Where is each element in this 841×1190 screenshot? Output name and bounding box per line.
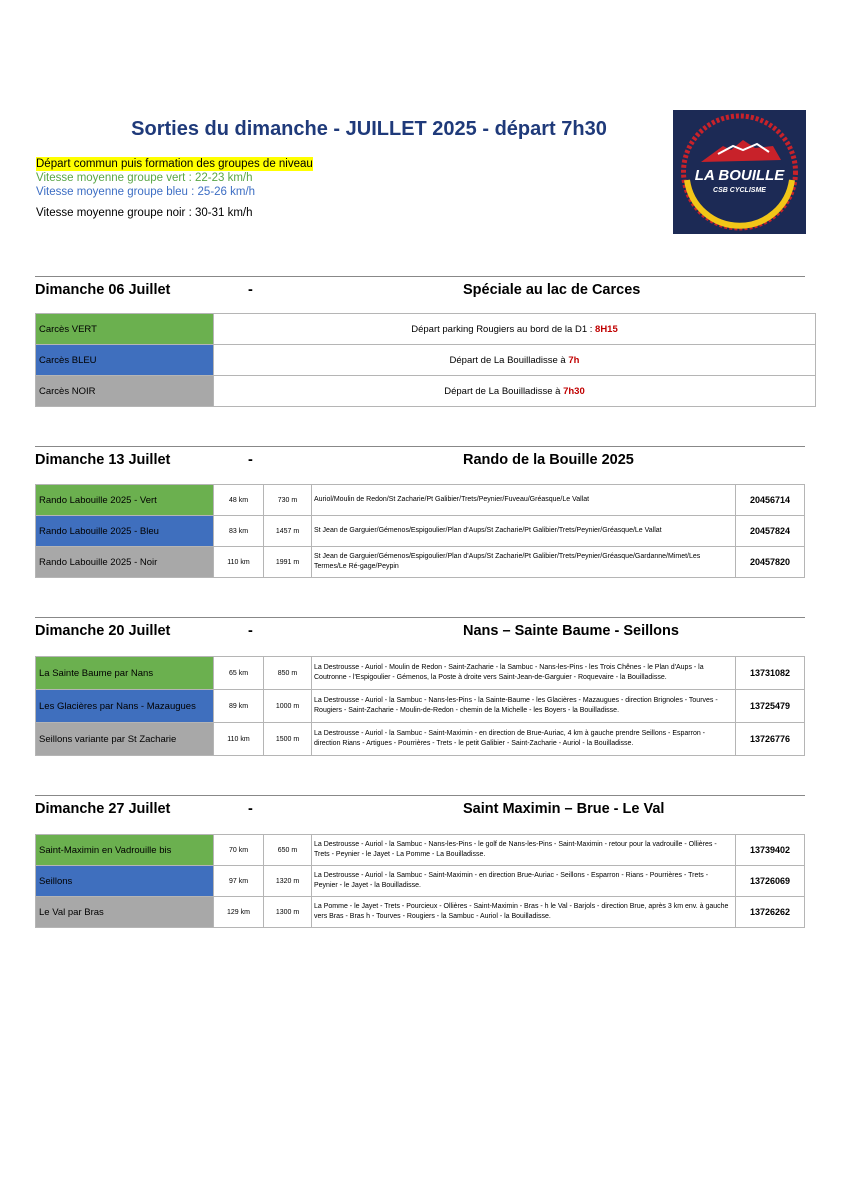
table-row — [36, 835, 805, 866]
route-name: Rando Labouille 2025 - Vert — [36, 485, 214, 516]
table-row — [36, 547, 805, 578]
logo-text-main: LA BOUILLE — [694, 167, 785, 184]
route-elevation: 1457 m — [264, 516, 312, 547]
route-code: 13739402 — [736, 835, 805, 866]
route-description: Auriol/Moulin de Redon/St Zacharie/Pt Galibier/Trets/Peynier/Fuveau/Gréasque/Le Vallat — [312, 485, 736, 516]
departure-info — [214, 345, 816, 376]
table-row — [36, 314, 816, 345]
section-july-13 — [35, 446, 805, 570]
table-row — [36, 723, 805, 756]
departure-time: 7h — [568, 354, 580, 366]
departure-time: 7h30 — [563, 385, 585, 397]
route-elevation: 1300 m — [264, 897, 312, 928]
section-dash: - — [248, 282, 253, 298]
route-description: La Destrousse - Auriol - Moulin de Redon - Saint-Zacharie - la Sambuc - Nans-les-Pins - les Trois Chênes - le Plan d'Aups - la Coutronne - l'Espigoulier - Gémenos, la Poste à droite vers Saint-Jean-de-Garguier - Roquevaire - la Bouilladisse. — [312, 657, 736, 690]
route-code: 20457824 — [736, 516, 805, 547]
route-description: La Pomme - le Jayet - Trets - Pourcieux - Ollières - Saint-Maximin - Bras - h le Val - Barjols - direction Brue, après 3 km env. à gauche vers Bras - Bras h - Tourves - Rougiers - la Sambuc - Auriol - la Bouilladisse. — [312, 897, 736, 928]
departure-text: Départ parking Rougiers au bord de la D1 : — [411, 323, 596, 335]
section-header — [35, 452, 805, 472]
route-description: La Destrousse - Auriol - la Sambuc - Nans-les-Pins - le golf de Nans-les-Pins - Saint-Maximin - retour pour la vadrouille - Ollières - Trets - Peynier - le Jayet - La Pomme - La Bouilladisse. — [312, 835, 736, 866]
route-elevation: 1500 m — [264, 723, 312, 756]
route-elevation: 730 m — [264, 485, 312, 516]
departure-text: Départ de La Bouilladisse à — [449, 354, 569, 366]
table-row — [36, 376, 816, 407]
route-elevation: 650 m — [264, 835, 312, 866]
route-code: 20457820 — [736, 547, 805, 578]
rides-table — [35, 834, 805, 928]
group-name-bleu: Carcès BLEU — [36, 345, 214, 376]
table-row — [36, 485, 805, 516]
speed-green: Vitesse moyenne groupe vert : 22-23 km/h — [36, 172, 253, 184]
route-distance: 89 km — [214, 690, 264, 723]
section-date: Dimanche 27 Juillet — [35, 801, 171, 817]
section-title: Spéciale au lac de Carces — [463, 282, 641, 298]
route-code: 20456714 — [736, 485, 805, 516]
route-elevation: 850 m — [264, 657, 312, 690]
table-row — [36, 657, 805, 690]
section-date: Dimanche 13 Juillet — [35, 452, 171, 468]
departure-info — [214, 314, 816, 345]
section-title: Saint Maximin – Brue - Le Val — [463, 801, 665, 817]
speed-black: Vitesse moyenne groupe noir : 30-31 km/h — [36, 207, 253, 219]
route-name: Les Glacières par Nans - Mazaugues — [36, 690, 214, 723]
section-date: Dimanche 20 Juillet — [35, 623, 171, 639]
departure-text: Départ de La Bouilladisse à — [444, 385, 564, 397]
route-code: 13726069 — [736, 866, 805, 897]
speed-info — [36, 157, 313, 220]
route-distance: 110 km — [214, 723, 264, 756]
route-distance: 65 km — [214, 657, 264, 690]
section-divider — [35, 795, 805, 796]
route-name: Le Val par Bras — [36, 897, 214, 928]
section-header — [35, 282, 805, 302]
route-distance: 97 km — [214, 866, 264, 897]
section-header — [35, 801, 805, 821]
club-logo — [673, 110, 806, 234]
table-row — [36, 866, 805, 897]
section-title: Rando de la Bouille 2025 — [463, 452, 634, 468]
route-distance: 83 km — [214, 516, 264, 547]
section-july-20 — [35, 617, 805, 747]
route-code: 13725479 — [736, 690, 805, 723]
route-name: Rando Labouille 2025 - Bleu — [36, 516, 214, 547]
table-row — [36, 897, 805, 928]
section-dash: - — [248, 801, 253, 817]
route-name: La Sainte Baume par Nans — [36, 657, 214, 690]
route-description: La Destrousse - Auriol - la Sambuc - Nans-les-Pins - la Sainte-Baume - les Glacières - Mazaugues - direction Brignoles - Tourves - Rougiers - Saint-Zacharie - Moulin-de-Redon - chemin de la Michelle - les Boyers - la Bouilladisse. — [312, 690, 736, 723]
route-description: St Jean de Garguier/Gémenos/Espigoulier/Plan d'Aups/St Zacharie/Pt Galibier/Trets/Peynier/Gréasque/Gardanne/Mimet/Les Termes/Le Ré-gage/Peypin — [312, 547, 736, 578]
group-name-vert: Carcès VERT — [36, 314, 214, 345]
section-dash: - — [248, 623, 253, 639]
route-description: La Destrousse - Auriol - la Sambuc - Saint-Maximin - en direction de Brue-Auriac, 4 km à gauche prendre Seillons - Esparron - direction Rians - Artigues - Pourrières - Trets - le petit Galibier - Saint-Zacharie - Auriol - la Bouilladisse. — [312, 723, 736, 756]
common-departure-note: Départ commun puis formation des groupes de niveau — [36, 158, 313, 170]
table-row — [36, 516, 805, 547]
route-code: 13726776 — [736, 723, 805, 756]
section-divider — [35, 617, 805, 618]
departure-time: 8H15 — [595, 323, 618, 335]
route-distance: 48 km — [214, 485, 264, 516]
speed-blue: Vitesse moyenne groupe bleu : 25-26 km/h — [36, 186, 256, 198]
route-name: Seillons variante par St Zacharie — [36, 723, 214, 756]
page-title: Sorties du dimanche - JUILLET 2025 - départ 7h30 — [131, 118, 607, 140]
rides-table — [35, 656, 805, 756]
route-elevation: 1991 m — [264, 547, 312, 578]
section-july-06 — [35, 276, 805, 397]
route-name: Seillons — [36, 866, 214, 897]
group-name-noir: Carcès NOIR — [36, 376, 214, 407]
route-code: 13731082 — [736, 657, 805, 690]
table-row — [36, 345, 816, 376]
section-july-27 — [35, 795, 805, 920]
table-row — [36, 690, 805, 723]
section-date: Dimanche 06 Juillet — [35, 282, 171, 298]
rides-table — [35, 313, 816, 407]
route-name: Rando Labouille 2025 - Noir — [36, 547, 214, 578]
section-divider — [35, 446, 805, 447]
route-distance: 110 km — [214, 547, 264, 578]
logo-text-sub: CSB CYCLISME — [713, 187, 766, 194]
section-divider — [35, 276, 805, 277]
route-description: La Destrousse - Auriol - la Sambuc - Saint-Maximin - en direction Brue-Auriac - Seillons - Esparron - Rians - Pourrières - Trets - Peynier - le Jayet - la Bouilladisse. — [312, 866, 736, 897]
route-elevation: 1000 m — [264, 690, 312, 723]
section-title: Nans – Sainte Baume - Seillons — [463, 623, 679, 639]
route-distance: 70 km — [214, 835, 264, 866]
route-name: Saint-Maximin en Vadrouille bis — [36, 835, 214, 866]
rides-table — [35, 484, 805, 578]
route-elevation: 1320 m — [264, 866, 312, 897]
section-header — [35, 623, 805, 643]
route-distance: 129 km — [214, 897, 264, 928]
route-code: 13726262 — [736, 897, 805, 928]
departure-info — [214, 376, 816, 407]
section-dash: - — [248, 452, 253, 468]
route-description: St Jean de Garguier/Gémenos/Espigoulier/Plan d'Aups/St Zacharie/Pt Galibier/Trets/Peynier/Gréasque/Le Vallat — [312, 516, 736, 547]
